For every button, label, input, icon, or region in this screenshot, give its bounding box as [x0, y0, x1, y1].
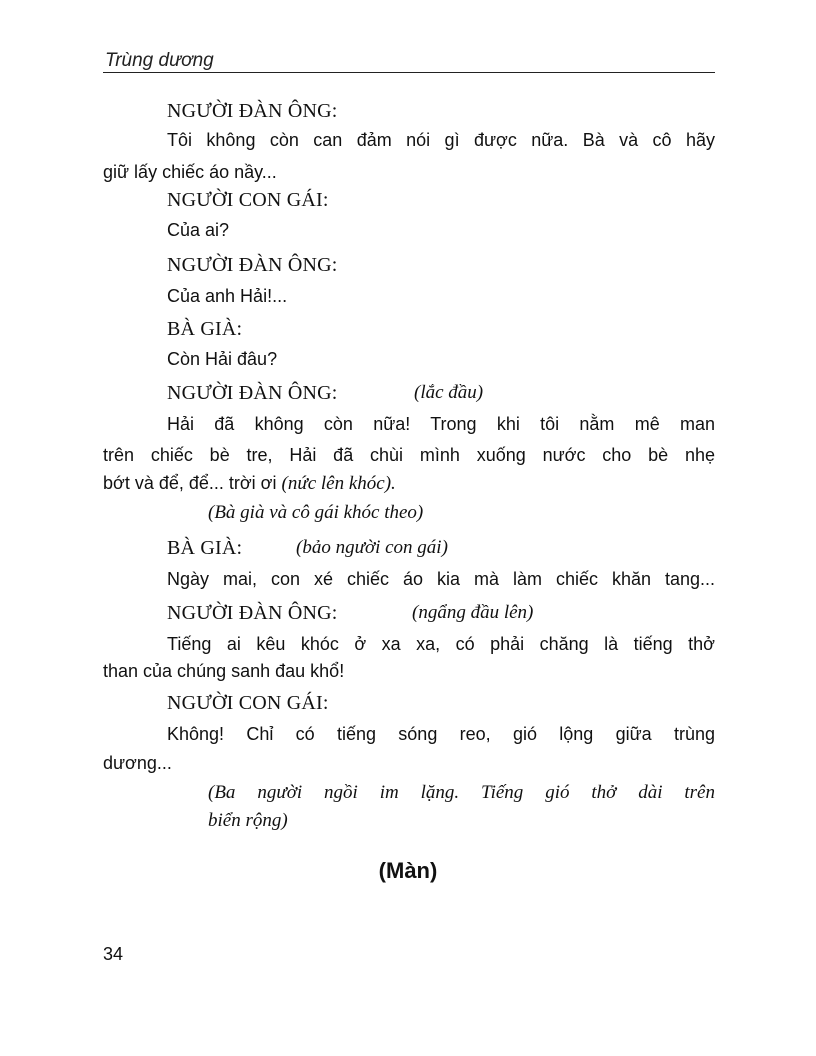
dialogue-text: trên chiếc bè tre, Hải đã chùi mình xuống nước cho bè nhẹ: [103, 445, 715, 465]
dialogue-line: Của ai?: [167, 220, 230, 240]
stage-direction: (lắc đầu): [414, 382, 484, 403]
dialogue-line: [167, 633, 715, 655]
running-header: [103, 48, 715, 73]
stage-direction: biển rộng): [208, 810, 288, 831]
dialogue-line: [167, 568, 715, 590]
dialogue-line: [103, 472, 715, 495]
speaker-label: NGƯỜI ĐÀN ÔNG:: [167, 254, 338, 276]
dialogue-line: dương...: [103, 753, 172, 773]
dialogue-line: giữ lấy chiếc áo nầy...: [103, 162, 277, 182]
stage-direction: [208, 782, 715, 804]
dialogue-text: bớt và để, để... trời ơi: [103, 473, 277, 493]
speaker-label: NGƯỜI CON GÁI:: [167, 189, 329, 211]
dialogue-text: Không! Chỉ có tiếng sóng reo, gió lộng giữa trùng: [167, 724, 715, 744]
dialogue-line: [167, 723, 715, 745]
speaker-label: NGƯỜI ĐÀN ÔNG:: [167, 602, 338, 624]
page-number: 34: [103, 944, 124, 964]
dialogue-line: Của anh Hải!...: [167, 286, 288, 306]
stage-direction: (nức lên khóc).: [281, 473, 396, 494]
dialogue-line: [167, 413, 715, 435]
dialogue-text: Ngày mai, con xé chiếc áo kia mà làm chiếc khăn tang...: [167, 569, 715, 589]
stage-direction: (Bà già và cô gái khóc theo): [208, 502, 424, 523]
dialogue-text: Tôi không còn can đảm nói gì được nữa. Bà và cô hãy: [167, 130, 715, 150]
dialogue-line: [167, 129, 715, 151]
dialogue-line: [103, 444, 715, 466]
header-title: Trùng dương: [105, 50, 214, 71]
stage-direction: (bảo người con gái): [296, 537, 448, 558]
curtain-marker: (Màn): [378, 858, 438, 883]
speaker-label: BÀ GIÀ:: [167, 537, 243, 559]
speaker-label: NGƯỜI ĐÀN ÔNG:: [167, 100, 338, 122]
dialogue-text: Hải đã không còn nữa! Trong khi tôi nằm mê man: [167, 414, 715, 434]
dialogue-text: Tiếng ai kêu khóc ở xa xa, có phải chăng là tiếng thở: [167, 634, 715, 654]
speaker-label: NGƯỜI ĐÀN ÔNG:: [167, 382, 338, 404]
dialogue-line: than của chúng sanh đau khổ!: [103, 661, 345, 681]
speaker-label: BÀ GIÀ:: [167, 318, 243, 340]
stage-direction: (ngẩng đầu lên): [412, 602, 534, 623]
speaker-label: NGƯỜI CON GÁI:: [167, 692, 329, 714]
dialogue-line: Còn Hải đâu?: [167, 349, 278, 369]
stage-direction-text: (Ba người ngồi im lặng. Tiếng gió thở dài trên: [208, 782, 715, 803]
